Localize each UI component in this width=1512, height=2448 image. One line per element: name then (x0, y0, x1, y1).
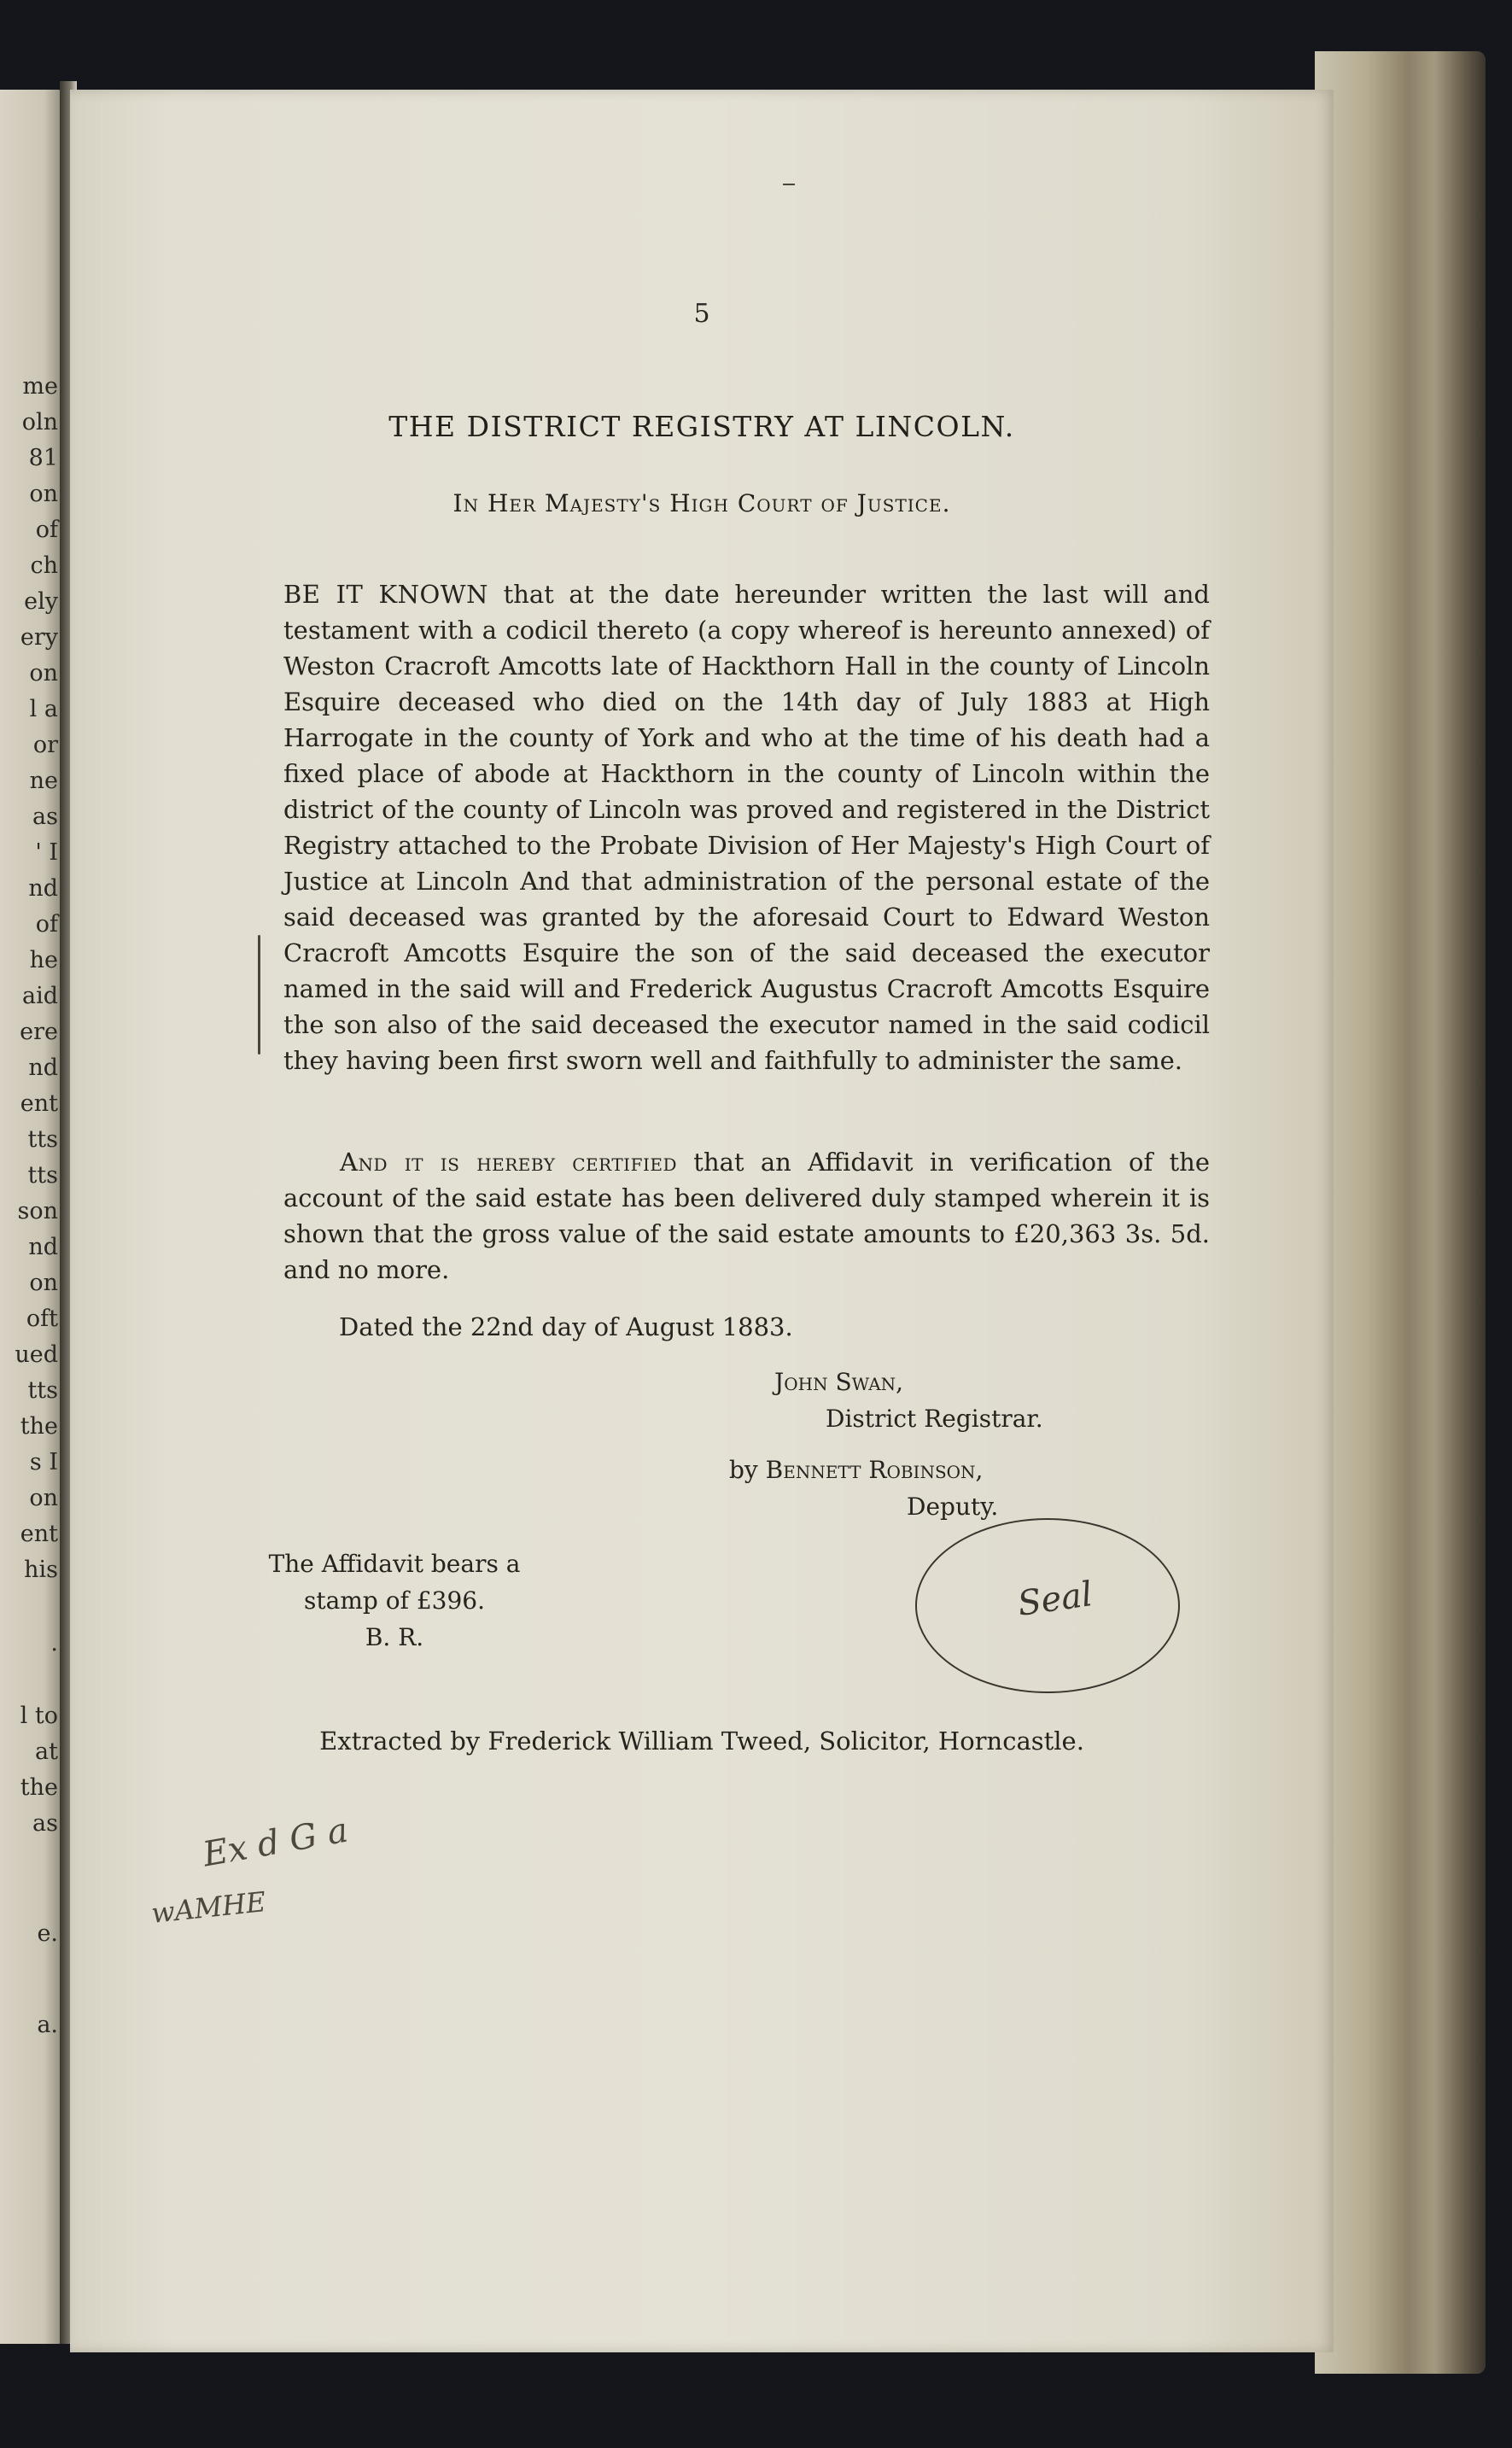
affidavit-initials: B. R. (365, 1623, 424, 1651)
facing-page-text-fragment: nd (28, 1234, 58, 1260)
facing-page-text-fragment: nd (28, 875, 58, 902)
extracted-by-line: Extracted by Frederick William Tweed, Solicitor, Horncastle. (319, 1726, 1084, 1756)
facing-page-text-fragment: son (17, 1198, 58, 1224)
affidavit-line-1: The Affidavit bears a (268, 1550, 521, 1578)
deputy-prefix: by (729, 1456, 766, 1484)
facing-page-text-fragment: the (20, 1413, 58, 1440)
document-subheading: In Her Majesty's High Court of Justice. (452, 489, 951, 517)
facing-page-text-fragment: 81 (28, 445, 58, 471)
facing-page-text-fragment: or (32, 732, 58, 758)
facing-page-text-fragment: e. (37, 1920, 58, 1947)
facing-page-text-fragment: of (35, 911, 58, 938)
handwritten-note-2: wAMHE (149, 1885, 268, 1930)
facing-page-text-fragment: nd (28, 1055, 58, 1081)
facing-page-text-fragment: of (35, 517, 58, 543)
page-stack-edge (1315, 51, 1486, 2374)
affidavit-note (266, 1545, 522, 1656)
grant-lead: BE IT KNOWN (283, 580, 488, 609)
facing-page-text-fragment: at (35, 1738, 58, 1765)
facing-page-text-fragment: tts (27, 1126, 58, 1153)
margin-pencil-mark (258, 935, 260, 1055)
facing-page-text-fragment: ent (20, 1090, 58, 1117)
facing-page-text-fragment: ent (20, 1521, 58, 1547)
facing-page-text-fragment: l a (29, 696, 58, 722)
affidavit-line-2: stamp of £396. (304, 1586, 485, 1615)
facing-page-text-fragment: he (29, 947, 58, 973)
facing-page-text-fragment: ely (24, 588, 58, 615)
registrar-name: John Swan, (774, 1368, 904, 1396)
facing-page-text-fragment: s I (29, 1449, 58, 1475)
facing-page-text-fragment: tts (27, 1377, 58, 1404)
facing-page-text-fragment: ere (20, 1019, 58, 1045)
facing-page-text-fragment: oln (21, 409, 58, 435)
facing-page-text-fragment: on (29, 660, 58, 686)
facing-page-text-fragment: as (32, 803, 58, 830)
facing-page-text-fragment: on (29, 481, 58, 507)
deputy-name: Bennett Robinson, (765, 1456, 984, 1484)
certification-body: that an Affidavit in verification of the account of the said estate has been delivered duly stamped wherein it is shown that the gross value of the said estate amounts to £20,363 3s. 5d. and no more. (283, 1148, 1211, 1284)
facing-page-text-fragment: as (32, 1810, 58, 1837)
facing-page-text-fragment: on (29, 1270, 58, 1296)
seal-handwritten-text: Seal (1015, 1575, 1095, 1624)
page-number: 5 (693, 299, 710, 329)
printer-mark (783, 184, 795, 185)
facing-page-text-fragment: ery (20, 624, 58, 651)
certification-lead: And it is hereby certified (340, 1148, 677, 1177)
facing-page-text-fragment: . (50, 1630, 58, 1656)
facing-page-text-fragment: me (22, 373, 58, 400)
facing-page-text-fragment: ne (29, 768, 58, 794)
facing-page-text-fragment: l to (20, 1703, 58, 1729)
date-line: Dated the 22nd day of August 1883. (339, 1312, 793, 1341)
handwritten-note-1: Ex d G a (200, 1810, 352, 1875)
facing-page-text-fragment: oft (26, 1306, 58, 1332)
deputy-title: Deputy. (907, 1493, 999, 1521)
facing-page-text-fragment: ued (15, 1341, 58, 1368)
document-heading: THE DISTRICT REGISTRY AT LINCOLN. (388, 410, 1015, 443)
facing-page-text-fragment: tts (27, 1162, 58, 1189)
facing-page-text-fragment: the (20, 1774, 58, 1801)
facing-page-edge (0, 90, 63, 2344)
grant-paragraph (283, 576, 1210, 1078)
grant-body: that at the date hereunder written the last will and testament with a codicil thereto (a copy whereof is hereunto annexed) of Weston Cracroft Amcotts late of Hackthorn Hall in the county of Lincoln Esquire deceased who died on the 14th day of July 1883 at High Harrogate in the county of York and who at the time of his death had a fixed place of abode at Hackthorn in the county of Lincoln within the district of the county of Lincoln was proved and registered in the District Registry attached to the Probate Division of Her Majesty's High Court of Justice at Lincoln And that administration of the personal estate of the said deceased was granted by the aforesaid Court to Edward Weston Cracroft Amcotts Esquire the son of the said deceased the executor named in the said will and Frederick Augustus Cracroft Amcotts Esquire the son also of the said deceased the executor named in the said codicil they having been first sworn well and faithfully to administer the same. (283, 580, 1210, 1075)
facing-page-text-fragment: his (24, 1557, 58, 1583)
certification-paragraph (283, 1144, 1210, 1288)
facing-page-text-fragment: on (29, 1485, 58, 1511)
facing-page-text-fragment: a. (37, 2012, 58, 2038)
registrar-title: District Registrar. (826, 1405, 1043, 1433)
facing-page-text-fragment: aid (21, 983, 58, 1009)
deputy-line (729, 1456, 983, 1484)
facing-page-text-fragment: ' I (35, 839, 58, 866)
facing-page-text-fragment: ch (30, 552, 58, 579)
document-page (70, 90, 1334, 2352)
